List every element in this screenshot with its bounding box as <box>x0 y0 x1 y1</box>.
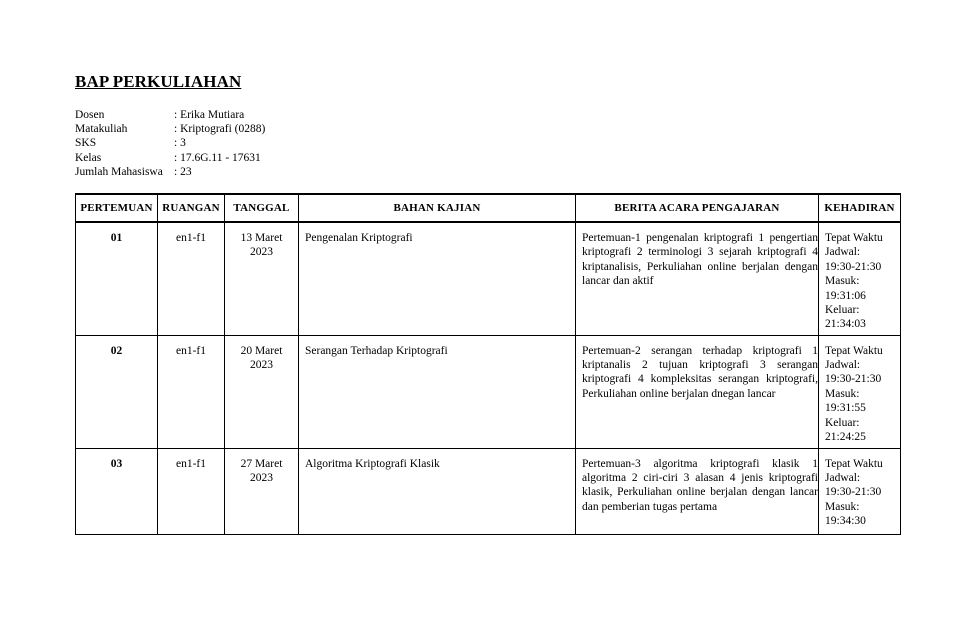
table-header-row <box>76 194 901 222</box>
cell-tanggal <box>225 222 299 335</box>
kehadiran-keluar-value: 21:24:25 <box>825 430 866 443</box>
kehadiran-masuk-label: Masuk: <box>825 275 860 288</box>
cell-bahan-kajian: Pengenalan Kriptografi <box>299 222 576 335</box>
kehadiran-jadwal-label: Jadwal: <box>825 246 861 259</box>
info-row-sks <box>75 136 265 150</box>
cell-ruangan: en1-f1 <box>158 448 225 534</box>
header-tanggal: TANGGAL <box>225 194 299 222</box>
cell-berita-acara: Pertemuan-1 pengenalan kriptografi 1 pengertian kriptografi 2 terminologi 3 sejarah kriptografi 4 kriptanalisis, Perkuliahan online berjalan dengan lancar dan aktif <box>576 222 819 335</box>
matakuliah-label: Matakuliah <box>75 123 128 136</box>
course-info <box>75 108 265 179</box>
cell-kehadiran <box>819 222 901 335</box>
tanggal-year: 2023 <box>250 246 273 259</box>
header-ruangan: RUANGAN <box>158 194 225 222</box>
table-row <box>76 222 901 335</box>
cell-pertemuan: 02 <box>76 335 158 448</box>
table-row <box>76 335 901 448</box>
header-kehadiran: KEHADIRAN <box>819 194 901 222</box>
tanggal-date: 20 Maret <box>240 344 283 357</box>
cell-kehadiran <box>819 335 901 448</box>
tanggal-year: 2023 <box>250 471 273 484</box>
cell-ruangan: en1-f1 <box>158 335 225 448</box>
kelas-value: : 17.6G.11 - 17631 <box>174 151 261 164</box>
kelas-label: Kelas <box>75 151 102 164</box>
info-row-jumlah <box>75 165 265 179</box>
table-row <box>76 448 901 534</box>
kehadiran-status: Tepat Waktu <box>825 232 883 244</box>
kehadiran-keluar-value: 21:34:03 <box>825 318 866 331</box>
header-pertemuan: PERTEMUAN <box>76 194 158 222</box>
matakuliah-value: : Kriptografi (0288) <box>174 123 266 136</box>
info-row-dosen <box>75 108 265 122</box>
cell-tanggal <box>225 448 299 534</box>
tanggal-year: 2023 <box>250 358 273 371</box>
sks-value: : 3 <box>174 137 186 150</box>
cell-pertemuan: 01 <box>76 222 158 335</box>
cell-pertemuan: 03 <box>76 448 158 534</box>
kehadiran-masuk-value: 19:34:30 <box>825 515 866 528</box>
jumlah-mahasiswa-value: : 23 <box>174 165 192 178</box>
kehadiran-status: Tepat Waktu <box>825 344 883 357</box>
cell-bahan-kajian: Serangan Terhadap Kriptografi <box>299 335 576 448</box>
sks-label: SKS <box>75 137 97 150</box>
kehadiran-jadwal-value: 19:30-21:30 <box>825 373 882 386</box>
kehadiran-keluar-label: Keluar: <box>825 416 860 429</box>
info-row-matakuliah <box>75 122 265 136</box>
kehadiran-jadwal-value: 19:30-21:30 <box>825 260 882 273</box>
jumlah-mahasiswa-label: Jumlah Mahasiswa <box>75 165 163 178</box>
kehadiran-masuk-value: 19:31:06 <box>825 289 866 302</box>
dosen-label: Dosen <box>75 109 105 121</box>
bap-table <box>75 193 901 535</box>
kehadiran-masuk-value: 19:31:55 <box>825 402 866 415</box>
kehadiran-keluar-label: Keluar: <box>825 304 860 317</box>
cell-kehadiran <box>819 448 901 534</box>
cell-ruangan: en1-f1 <box>158 222 225 335</box>
header-berita-acara: BERITA ACARA PENGAJARAN <box>576 194 819 222</box>
dosen-value: : Erika Mutiara <box>174 109 245 121</box>
page-title: BAP PERKULIAHAN <box>75 72 242 91</box>
cell-bahan-kajian: Algoritma Kriptografi Klasik <box>299 448 576 534</box>
header-bahan-kajian: BAHAN KAJIAN <box>299 194 576 222</box>
kehadiran-status: Tepat Waktu <box>825 457 883 470</box>
cell-tanggal <box>225 335 299 448</box>
kehadiran-masuk-label: Masuk: <box>825 500 860 513</box>
kehadiran-jadwal-label: Jadwal: <box>825 358 861 371</box>
kehadiran-jadwal-value: 19:30-21:30 <box>825 486 882 499</box>
info-row-kelas <box>75 151 265 165</box>
kehadiran-jadwal-label: Jadwal: <box>825 471 861 484</box>
tanggal-date: 13 Maret <box>240 232 283 244</box>
kehadiran-masuk-label: Masuk: <box>825 387 860 400</box>
tanggal-date: 27 Maret <box>240 457 283 470</box>
cell-berita-acara: Pertemuan-2 serangan terhadap kriptografi 1 kriptanalis 2 tujuan kriptografi 3 serangan kriptografi 4 kompleksitas serangan kriptografi, Perkuliahan online berjalan dnegan lancar <box>576 335 819 448</box>
cell-berita-acara: Pertemuan-3 algoritma kriptografi klasik 1 algoritma 2 ciri-ciri 3 alasan 4 jenis kriptografi klasik, Perkuliahan online berjalan dengan lancar dan pemberian tugas pertama <box>576 448 819 534</box>
